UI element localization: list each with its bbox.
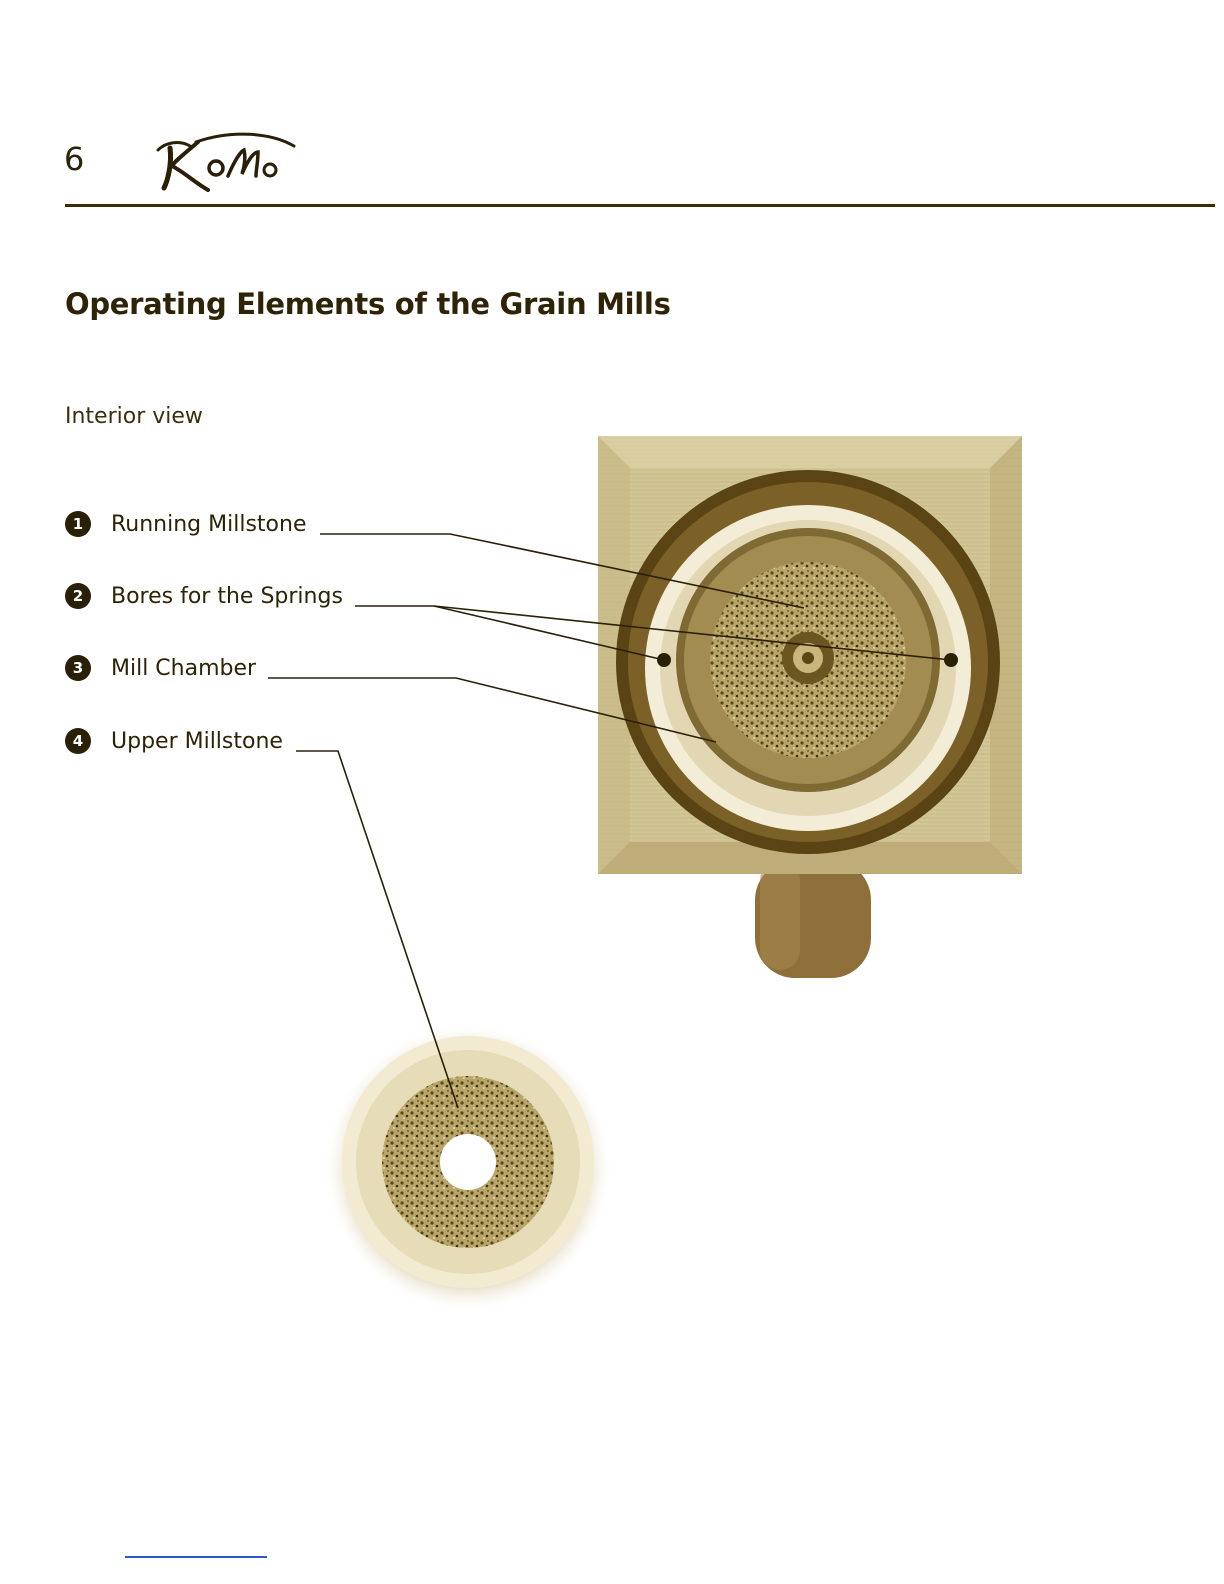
legend-label: Upper Millstone [111, 728, 283, 754]
legend-number: 4 [65, 728, 91, 754]
page-title: Operating Elements of the Grain Mills [65, 287, 671, 321]
legend-number: 1 [65, 511, 91, 537]
legend-number: 3 [65, 655, 91, 681]
legend-number: 2 [65, 583, 91, 609]
section-label: Interior view [65, 404, 203, 429]
upper-millstone-photo [323, 1023, 613, 1313]
footer-link-underline[interactable] [125, 1556, 267, 1558]
mill-handle [755, 860, 871, 978]
legend-label: Bores for the Springs [111, 583, 343, 609]
mill-housing-interior-photo [598, 436, 1022, 874]
legend-label: Mill Chamber [111, 655, 257, 681]
page-number: 6 [64, 140, 85, 178]
legend-label: Running Millstone [111, 511, 307, 537]
